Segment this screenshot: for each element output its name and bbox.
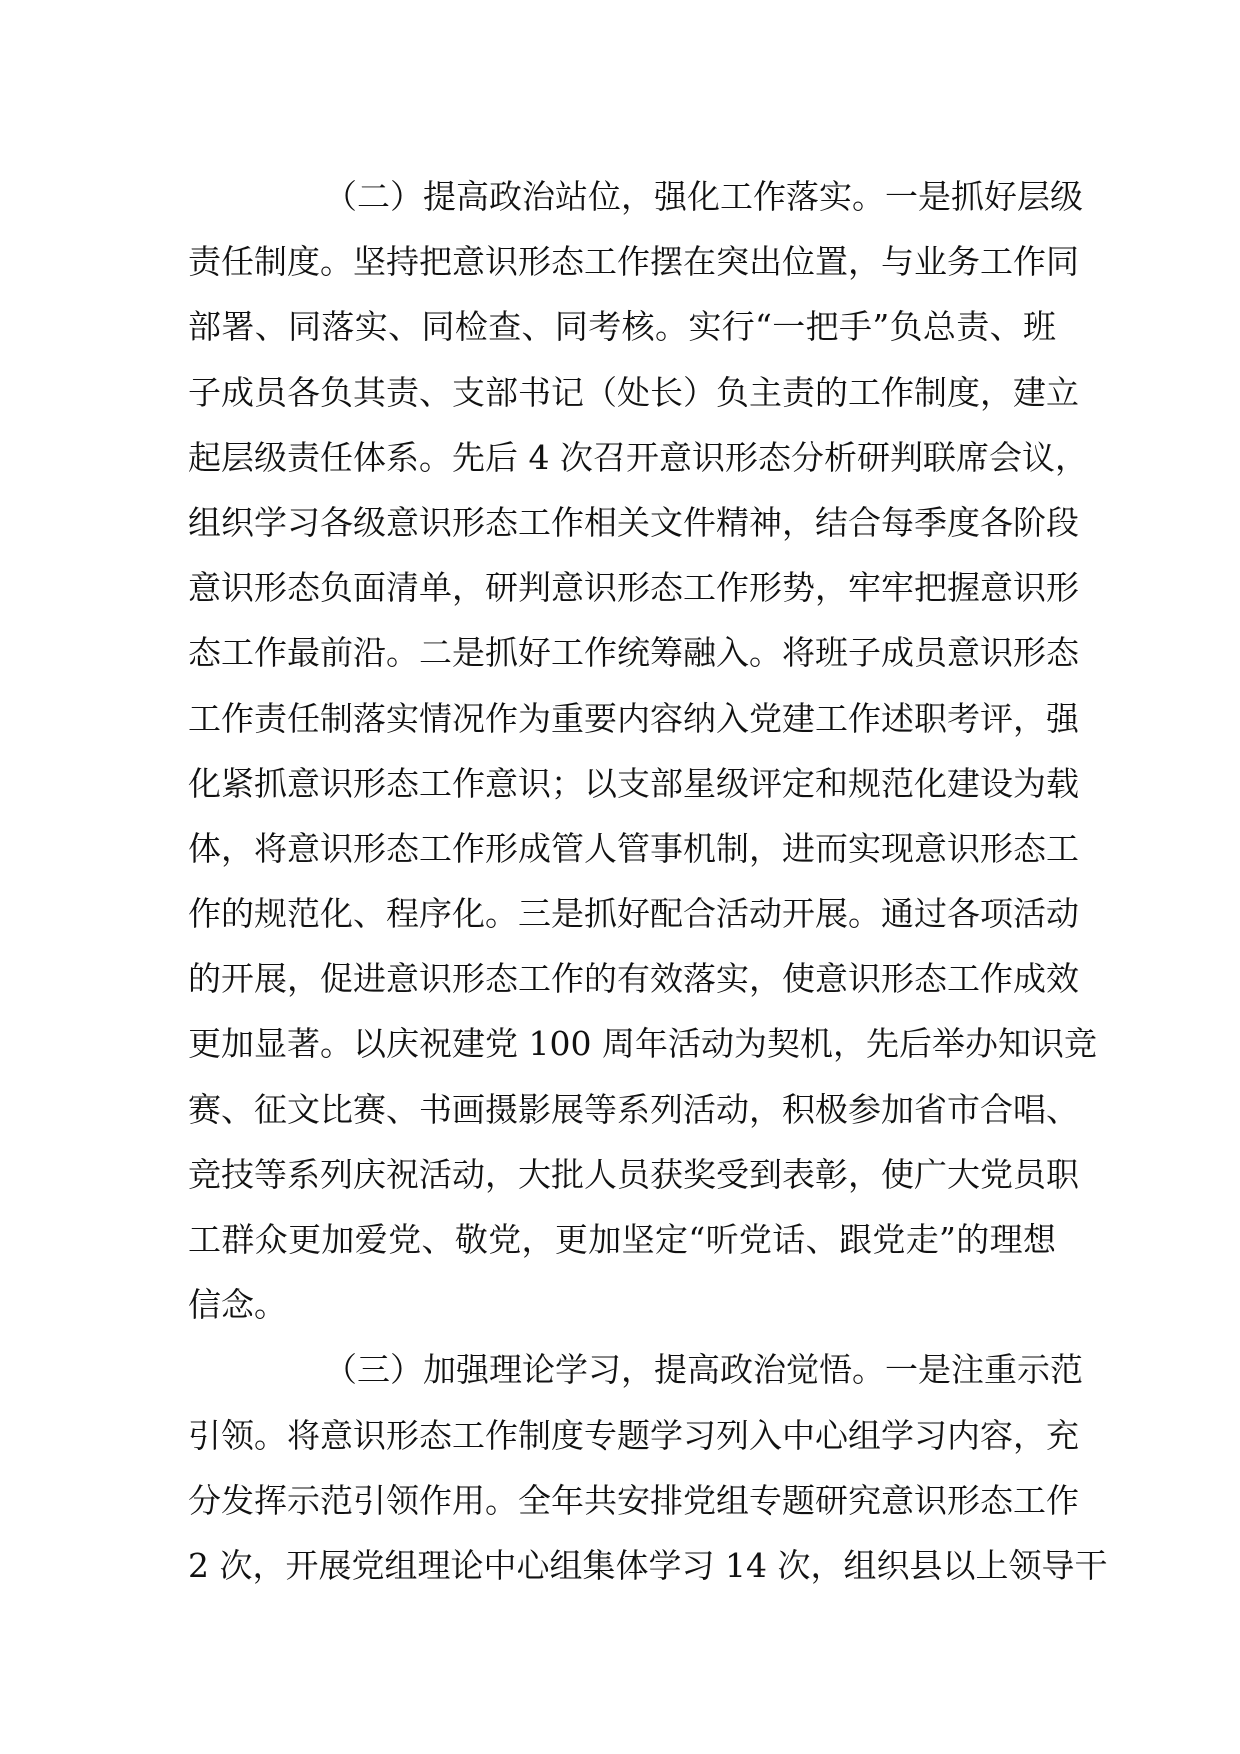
text-line: 组织学习各级意识形态工作相关文件精神，结合每季度各阶段	[188, 502, 1079, 542]
text-line: （三）加强理论学习，提高政治觉悟。一是注重示范	[324, 1350, 1083, 1390]
paragraph-section-2	[188, 164, 1097, 1337]
text-line: 工群众更加爱党、敬党，更加坚定“听党话、跟党走”的理想	[188, 1220, 1056, 1259]
text-line: 工作责任制落实情况作为重要内容纳入党建工作述职考评，强	[188, 698, 1079, 738]
text-line: 作的规范化、程序化。三是抓好配合活动开展。通过各项活动	[188, 894, 1079, 934]
text-line: 竞技等系列庆祝活动，大批人员获奖受到表彰，使广大党员职	[188, 1154, 1079, 1194]
text-line: （二）提高政治站位，强化工作落实。一是抓好层级	[324, 177, 1083, 216]
text-line: 意识形态负面清单，研判意识形态工作形势，牢牢把握意识形	[188, 568, 1079, 608]
text-line: 赛、征文比赛、书画摄影展等系列活动，积极参加省市合唱、	[188, 1089, 1079, 1129]
text-line: 2 次，开展党组理论中心组集体学习 14 次，组织县以上领导干	[188, 1545, 1108, 1585]
document-body	[188, 164, 1108, 1598]
text-line: 信念。	[188, 1285, 287, 1325]
text-line: 化紧抓意识形态工作意识；以支部星级评定和规范化建设为载	[188, 763, 1079, 803]
text-line: 态工作最前沿。二是抓好工作统筹融入。将班子成员意识形态	[188, 633, 1079, 673]
text-line: 引领。将意识形态工作制度专题学习列入中心组学习内容，充	[188, 1415, 1079, 1455]
text-line: 分发挥示范引领作用。全年共安排党组专题研究意识形态工作	[188, 1480, 1079, 1520]
text-line: 责任制度。坚持把意识形态工作摆在突出位置，与业务工作同	[188, 242, 1079, 282]
text-line: 更加显著。以庆祝建党 100 周年活动为契机，先后举办知识竞	[188, 1024, 1097, 1064]
text-line: 部署、同落实、同检查、同考核。实行“一把手”负总责、班	[188, 307, 1056, 347]
paragraph-section-3	[188, 1337, 1108, 1598]
text-line: 的开展，促进意识形态工作的有效落实，使意识形态工作成效	[188, 959, 1079, 999]
text-line: 起层级责任体系。先后 4 次召开意识形态分析研判联席会议，	[188, 437, 1088, 477]
text-line: 子成员各负其责、支部书记（处长）负主责的工作制度，建立	[188, 372, 1079, 412]
text-line: 体，将意识形态工作形成管人管事机制，进而实现意识形态工	[188, 828, 1079, 868]
